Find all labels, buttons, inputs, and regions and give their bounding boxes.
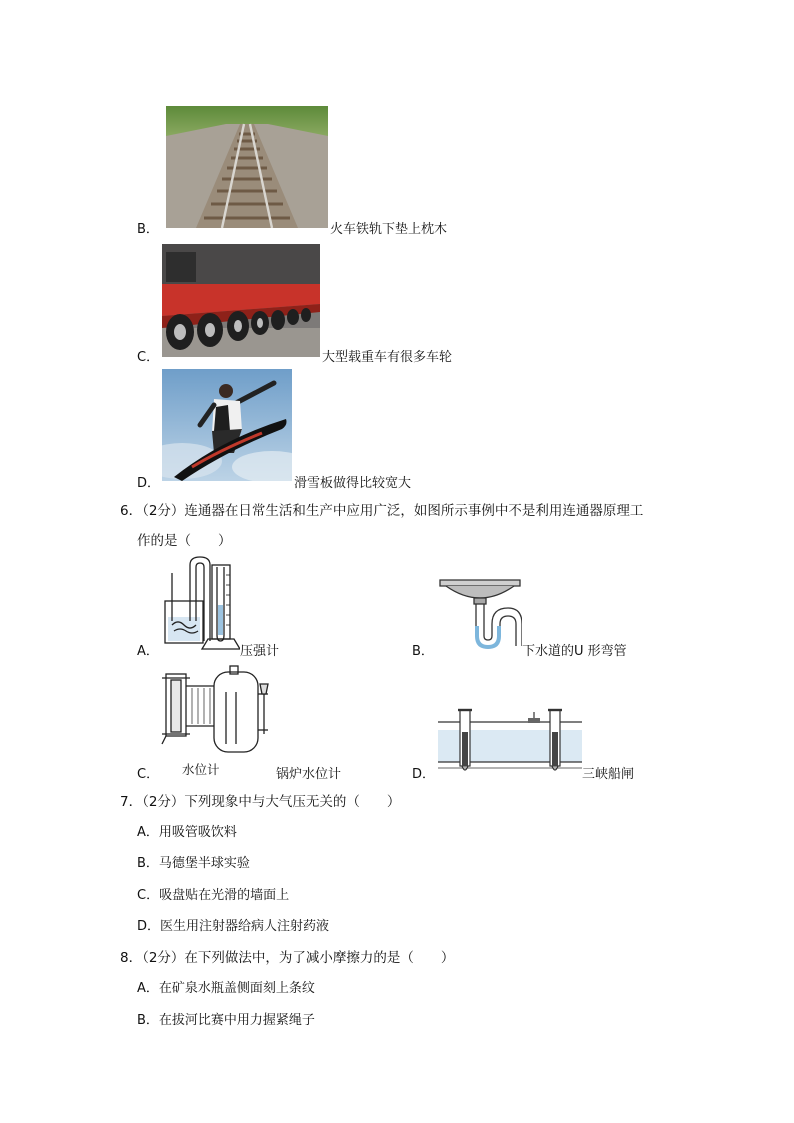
- question-6-stem-line1: 6．（2分）连通器在日常生活和生产中应用广泛，如图所示事例中不是利用连通器原理工: [120, 503, 644, 519]
- option-d-caption: 滑雪板做得比较宽大: [294, 476, 412, 491]
- q6-option-c-caption: 锅炉水位计: [276, 767, 342, 782]
- question-6-stem-line2: 作的是（ ）: [137, 533, 232, 549]
- option-b-caption: 火车铁轨下垫上枕木: [330, 222, 448, 237]
- q6-option-a-letter: A．: [137, 644, 159, 659]
- pressure-gauge-diagram: [160, 555, 240, 655]
- q6-option-d-caption: 三峡船闸: [582, 767, 635, 782]
- q7-option-a: A．用吸管吸饮料: [137, 825, 237, 840]
- q7-option-d: D．医生用注射器给病人注射药液: [137, 919, 330, 934]
- q8-option-a: A．在矿泉水瓶盖侧面刻上条纹: [137, 981, 315, 996]
- option-c-letter: C．: [137, 350, 160, 365]
- q6-option-d-letter: D．: [412, 767, 436, 782]
- q6-option-c-letter: C．: [137, 767, 160, 782]
- question-7-stem: 7．（2分）下列现象中与大气压无关的（ ）: [120, 794, 401, 810]
- option-c-caption: 大型载重车有很多车轮: [322, 350, 453, 365]
- q6-option-c-sublabel: 水位计: [182, 762, 220, 777]
- option-b-letter: B．: [137, 222, 159, 237]
- snowboard-photo: [162, 369, 292, 481]
- option-d-letter: D．: [137, 476, 161, 491]
- q7-option-b: B．马德堡半球实验: [137, 856, 250, 871]
- q6-option-b-caption: 下水道的U 形弯管: [522, 644, 627, 659]
- u-drain-diagram: [438, 576, 522, 652]
- q6-option-a-caption: 压强计: [240, 644, 280, 659]
- q6-option-b-letter: B．: [412, 644, 434, 659]
- railway-photo: [166, 106, 328, 228]
- q7-option-c: C．吸盘贴在光滑的墙面上: [137, 888, 290, 903]
- heavy-truck-photo: [162, 244, 320, 357]
- question-8-stem: 8．（2分）在下列做法中，为了减小摩擦力的是（ ）: [120, 950, 455, 966]
- boiler-gauge-diagram: [160, 664, 272, 754]
- ship-lock-diagram: [438, 702, 582, 776]
- q8-option-b: B．在拔河比赛中用力握紧绳子: [137, 1013, 315, 1028]
